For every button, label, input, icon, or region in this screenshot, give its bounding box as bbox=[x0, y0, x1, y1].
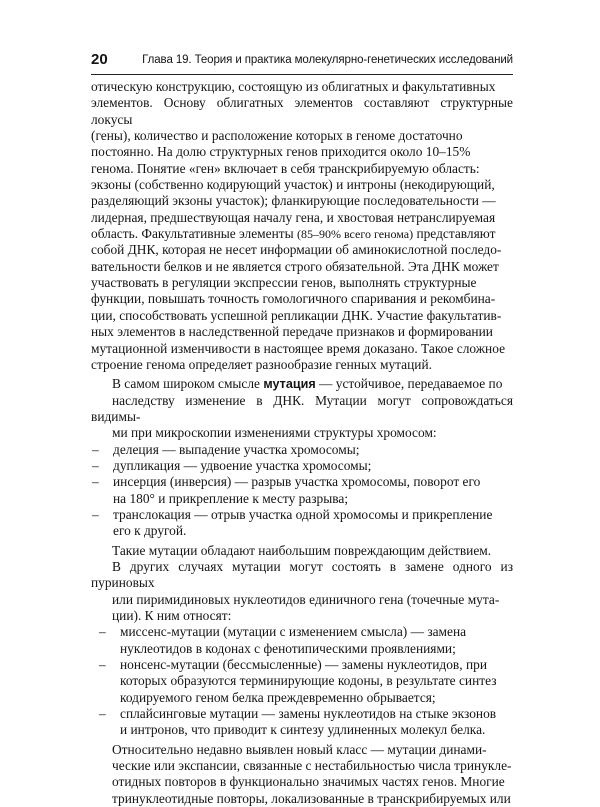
text-line: и интронов, что приводит к синтезу удлиненных молекул белка. bbox=[120, 722, 486, 738]
text-line: сплайсинговые мутации — замены нуклеотидов на стыке экзонов bbox=[120, 706, 497, 722]
text-line: нуклеотидов в кодонах с фенотипическими проявлениями; bbox=[120, 640, 456, 656]
paragraph-point-mutations bbox=[91, 543, 513, 625]
text-line: ми при микроскопии изменениями структуры хромосом: bbox=[112, 425, 437, 441]
list-item bbox=[91, 442, 513, 458]
text-line: отидных повторов в функционально значимых частях генов. Многие bbox=[112, 774, 505, 790]
text-line: Относительно недавно выявлен новый класс — мутации динами- bbox=[112, 741, 487, 757]
paragraph-genome-structure bbox=[91, 79, 513, 373]
text-line: наследству изменение в ДНК. Мутации могут сопровождаться видимы- bbox=[91, 392, 513, 424]
text-line: отическую конструкцию, состоящую из облигатных и факультативных bbox=[91, 79, 496, 94]
dash-marker: – bbox=[92, 506, 99, 522]
text-line: миссенс-мутации (мутации с изменением смысла) — замена bbox=[120, 624, 467, 640]
text-line: которых образуются терминирующие кодоны, в результате синтез bbox=[120, 673, 497, 689]
text-fragment: В самом широком смысле bbox=[112, 376, 264, 392]
list-item bbox=[91, 458, 513, 474]
dash-marker: – bbox=[92, 441, 99, 457]
text-line: или пиримидиновых нуклеотидов единичного гена (точечные мута- bbox=[112, 591, 500, 607]
text-line: его к другой. bbox=[113, 523, 187, 539]
paragraph-mutation-definition bbox=[91, 376, 513, 441]
dash-marker: – bbox=[99, 706, 106, 722]
text-line: инсерция (инверсия) — разрыв участка хромосомы, поворот его bbox=[113, 474, 481, 490]
page-number: 20 bbox=[91, 51, 108, 68]
text-fragment: — устойчивое, передаваемое по bbox=[315, 376, 503, 392]
point-mutation-list bbox=[91, 624, 513, 738]
list-item bbox=[91, 706, 513, 739]
text-line: делеция — выпадение участка хромосомы; bbox=[113, 441, 360, 457]
text-line: собой ДНК, которая не несет информации об аминокислотной последо- bbox=[91, 242, 502, 258]
page-header bbox=[91, 50, 513, 75]
list-item bbox=[91, 474, 513, 507]
text-line: на 180° и прикрепление к месту разрыва; bbox=[113, 490, 349, 506]
term-mutation: мутация bbox=[263, 377, 316, 392]
text-line: мутационной изменчивости в настоящее время доказано. Такое сложное bbox=[91, 340, 506, 356]
dash-marker: – bbox=[92, 457, 99, 473]
chromosome-mutation-list bbox=[91, 442, 513, 540]
text-fragment: область. Факультативные элементы bbox=[91, 226, 297, 242]
text-line bbox=[91, 226, 513, 242]
text-line: элементов. Основу облигатных элементов составляют структурные локусы bbox=[91, 95, 513, 127]
page-body bbox=[91, 79, 513, 807]
text-line: ческие или экспансии, связанные с нестабильностью числа тринукле- bbox=[112, 758, 512, 774]
dash-marker: – bbox=[99, 657, 106, 673]
running-title: Глава 19. Теория и практика молекулярно-генетических исследований bbox=[142, 54, 513, 66]
text-line: Такие мутации обладают наибольшим повреждающим действием. bbox=[112, 542, 492, 558]
text-line: тринуклеотидные повторы, локализованные в транскрибируемых или bbox=[112, 790, 511, 806]
text-line: кодируемого геном белка преждевременно обрывается; bbox=[120, 689, 436, 705]
paragraph-dynamic-mutations bbox=[91, 742, 513, 807]
text-line: функции, повышать точность гомологичного спаривания и рекомбина- bbox=[91, 291, 496, 307]
list-item bbox=[91, 507, 513, 540]
text-line: В других случаях мутации могут состоять в замене одного из пуриновых bbox=[91, 558, 513, 591]
text-line: генома. Понятие «ген» включает в себя транскрибируемую область: bbox=[91, 160, 480, 176]
text-line: (гены), количество и расположение которых в геноме достаточно bbox=[91, 128, 463, 144]
text-line: экзоны (собственно кодирующий участок) и интроны (некодирующий, bbox=[91, 177, 495, 193]
text-fragment-small: (85–90% всего генома) bbox=[296, 227, 414, 242]
text-line: дупликация — удвоение участка хромосомы; bbox=[113, 457, 372, 473]
list-item bbox=[91, 624, 513, 657]
text-line: транслокация — отрыв участка одной хромосомы и прикрепление bbox=[113, 506, 493, 522]
text-line: ных элементов в наследственной передаче признаков и формировании bbox=[91, 324, 493, 340]
text-fragment: представляют bbox=[413, 226, 496, 242]
text-line: участвовать в регуляции экспрессии генов, выполнять структурные bbox=[91, 275, 477, 291]
text-line: строение генома определяет разнообразие генных мутаций. bbox=[91, 356, 432, 372]
text-line: лидерная, предшествующая началу гена, и хвостовая нетранслируемая bbox=[91, 209, 496, 225]
list-item bbox=[91, 657, 513, 706]
text-line bbox=[91, 376, 513, 392]
text-line: нонсенс-мутации (бессмысленные) — замены нуклеотидов, при bbox=[120, 657, 487, 673]
text-line: ции, способствовать успешной репликации ДНК. Участие факультатив- bbox=[91, 307, 502, 323]
dash-marker: – bbox=[99, 624, 106, 640]
text-line: разделяющий экзоны участок); фланкирующие последовательности — bbox=[91, 193, 496, 209]
dash-marker: – bbox=[92, 474, 99, 490]
text-line: ции). К ним относят: bbox=[112, 608, 232, 623]
text-line: постоянно. На долю структурных генов приходится около 10–15% bbox=[91, 144, 471, 160]
text-line: вательности белков и не является строго обязательной. Эта ДНК может bbox=[91, 258, 499, 274]
